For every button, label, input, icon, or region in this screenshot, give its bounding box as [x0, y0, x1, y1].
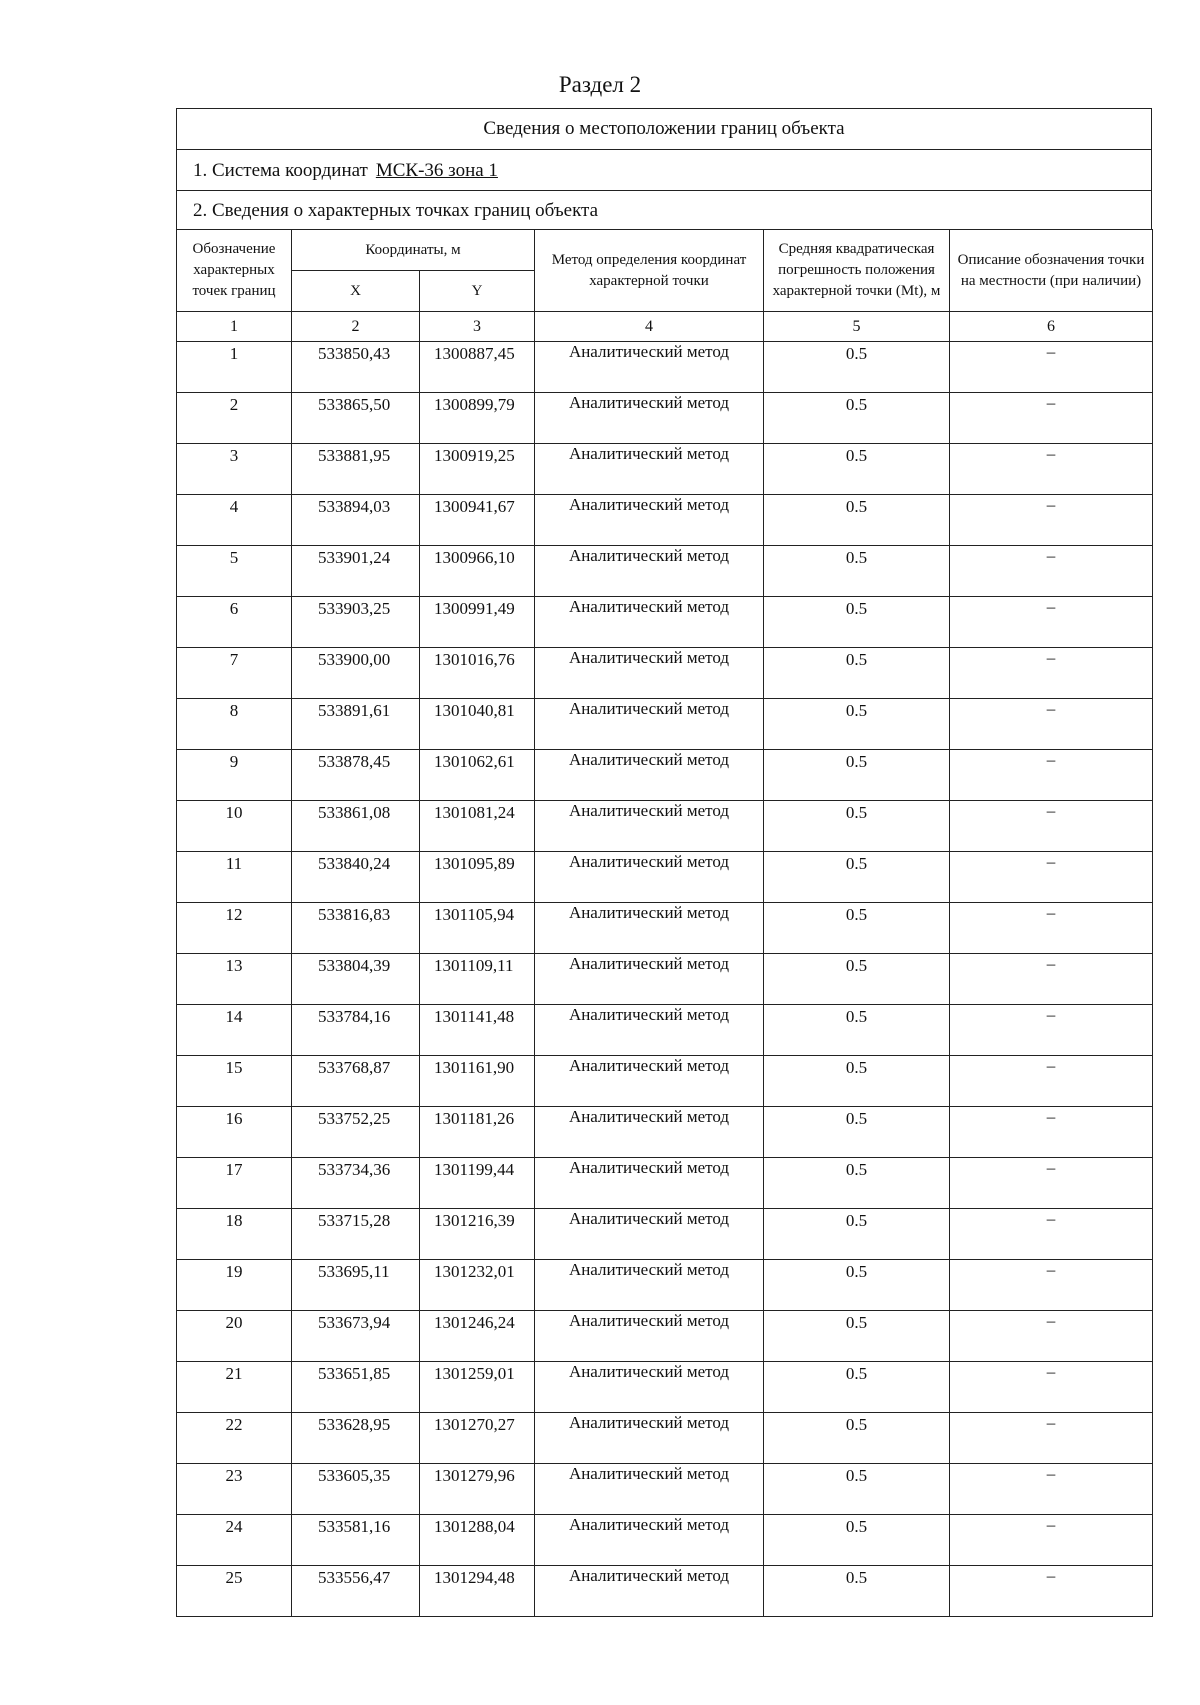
cell-description: – [950, 801, 1153, 852]
cell-x: 533581,16 [292, 1515, 420, 1566]
cell-point: 16 [177, 1107, 292, 1158]
cell-y: 1301105,94 [420, 903, 535, 954]
cell-x: 533903,25 [292, 597, 420, 648]
cell-description: – [950, 1107, 1153, 1158]
cell-x: 533605,35 [292, 1464, 420, 1515]
cell-method: Аналитический метод [535, 1056, 764, 1107]
column-number: 1 [177, 312, 292, 342]
cell-accuracy: 0.5 [764, 699, 950, 750]
cell-description: – [950, 852, 1153, 903]
cell-point: 1 [177, 342, 292, 393]
table-row [177, 1464, 1153, 1515]
cell-point: 14 [177, 1005, 292, 1056]
cell-y: 1301270,27 [420, 1413, 535, 1464]
cell-y: 1300941,67 [420, 495, 535, 546]
cell-point: 12 [177, 903, 292, 954]
cell-description: – [950, 1515, 1153, 1566]
table-row [177, 1209, 1153, 1260]
table-row [177, 342, 1153, 393]
cell-point: 10 [177, 801, 292, 852]
cell-accuracy: 0.5 [764, 1413, 950, 1464]
cell-description: – [950, 1464, 1153, 1515]
cell-description: – [950, 1260, 1153, 1311]
cell-method: Аналитический метод [535, 1005, 764, 1056]
coordinate-system-label: 1. Система координат [193, 160, 368, 181]
cell-accuracy: 0.5 [764, 1311, 950, 1362]
cell-description: – [950, 1158, 1153, 1209]
cell-description: – [950, 1209, 1153, 1260]
cell-y: 1301141,48 [420, 1005, 535, 1056]
column-number: 2 [292, 312, 420, 342]
table-row [177, 1158, 1153, 1209]
cell-method: Аналитический метод [535, 444, 764, 495]
cell-y: 1301259,01 [420, 1362, 535, 1413]
cell-method: Аналитический метод [535, 1260, 764, 1311]
column-number: 6 [950, 312, 1153, 342]
cell-method: Аналитический метод [535, 852, 764, 903]
cell-method: Аналитический метод [535, 903, 764, 954]
cell-point: 15 [177, 1056, 292, 1107]
header-y: Y [420, 271, 535, 312]
header-coordinates: Координаты, м [292, 230, 535, 271]
cell-point: 9 [177, 750, 292, 801]
table-row [177, 1107, 1153, 1158]
cell-accuracy: 0.5 [764, 1515, 950, 1566]
cell-x: 533651,85 [292, 1362, 420, 1413]
cell-description: – [950, 393, 1153, 444]
table-body [177, 342, 1153, 1617]
cell-accuracy: 0.5 [764, 648, 950, 699]
cell-y: 1301161,90 [420, 1056, 535, 1107]
cell-accuracy: 0.5 [764, 495, 950, 546]
cell-accuracy: 0.5 [764, 1158, 950, 1209]
cell-y: 1301288,04 [420, 1515, 535, 1566]
cell-point: 2 [177, 393, 292, 444]
table-row [177, 495, 1153, 546]
cell-x: 533768,87 [292, 1056, 420, 1107]
cell-description: – [950, 1311, 1153, 1362]
cell-x: 533784,16 [292, 1005, 420, 1056]
column-number: 4 [535, 312, 764, 342]
cell-accuracy: 0.5 [764, 1464, 950, 1515]
cell-point: 21 [177, 1362, 292, 1413]
coordinate-system-row [176, 149, 1152, 190]
header-accuracy: Средняя квадратическая погрешность положения характерной точки (Mt), м [764, 230, 950, 312]
cell-point: 13 [177, 954, 292, 1005]
table-row [177, 1005, 1153, 1056]
table-row [177, 903, 1153, 954]
column-number: 3 [420, 312, 535, 342]
cell-accuracy: 0.5 [764, 1209, 950, 1260]
table-row [177, 597, 1153, 648]
cell-accuracy: 0.5 [764, 444, 950, 495]
cell-x: 533861,08 [292, 801, 420, 852]
cell-method: Аналитический метод [535, 1464, 764, 1515]
header-point-designation: Обозначение характерных точек границ [177, 230, 292, 312]
cell-method: Аналитический метод [535, 1107, 764, 1158]
cell-y: 1301109,11 [420, 954, 535, 1005]
section-heading: Раздел 2 [558, 72, 642, 97]
cell-method: Аналитический метод [535, 750, 764, 801]
cell-accuracy: 0.5 [764, 597, 950, 648]
cell-point: 19 [177, 1260, 292, 1311]
cell-point: 24 [177, 1515, 292, 1566]
cell-method: Аналитический метод [535, 393, 764, 444]
header-description: Описание обозначения точки на местности (при наличии) [950, 230, 1153, 312]
cell-y: 1301232,01 [420, 1260, 535, 1311]
cell-x: 533734,36 [292, 1158, 420, 1209]
cell-accuracy: 0.5 [764, 852, 950, 903]
cell-x: 533865,50 [292, 393, 420, 444]
cell-y: 1301199,44 [420, 1158, 535, 1209]
cell-y: 1301062,61 [420, 750, 535, 801]
table-row [177, 1413, 1153, 1464]
cell-accuracy: 0.5 [764, 1362, 950, 1413]
cell-y: 1300899,79 [420, 393, 535, 444]
cell-description: – [950, 750, 1153, 801]
cell-point: 20 [177, 1311, 292, 1362]
cell-method: Аналитический метод [535, 801, 764, 852]
cell-method: Аналитический метод [535, 1158, 764, 1209]
cell-x: 533894,03 [292, 495, 420, 546]
cell-point: 23 [177, 1464, 292, 1515]
cell-accuracy: 0.5 [764, 903, 950, 954]
cell-method: Аналитический метод [535, 495, 764, 546]
cell-point: 8 [177, 699, 292, 750]
cell-description: – [950, 1413, 1153, 1464]
cell-method: Аналитический метод [535, 546, 764, 597]
cell-point: 6 [177, 597, 292, 648]
table-row [177, 954, 1153, 1005]
cell-x: 533715,28 [292, 1209, 420, 1260]
cell-accuracy: 0.5 [764, 1056, 950, 1107]
cell-point: 3 [177, 444, 292, 495]
table-row [177, 1515, 1153, 1566]
table-row [177, 1260, 1153, 1311]
cell-description: – [950, 648, 1153, 699]
column-number-row [177, 312, 1153, 342]
cell-description: – [950, 1005, 1153, 1056]
cell-method: Аналитический метод [535, 954, 764, 1005]
cell-y: 1301040,81 [420, 699, 535, 750]
cell-x: 533850,43 [292, 342, 420, 393]
cell-x: 533840,24 [292, 852, 420, 903]
cell-x: 533673,94 [292, 1311, 420, 1362]
cell-accuracy: 0.5 [764, 1260, 950, 1311]
block-title: Сведения о местоположении границ объекта [176, 108, 1152, 149]
cell-point: 11 [177, 852, 292, 903]
cell-x: 533752,25 [292, 1107, 420, 1158]
cell-x: 533816,83 [292, 903, 420, 954]
cell-accuracy: 0.5 [764, 801, 950, 852]
cell-y: 1300919,25 [420, 444, 535, 495]
cell-x: 533804,39 [292, 954, 420, 1005]
cell-method: Аналитический метод [535, 1413, 764, 1464]
cell-method: Аналитический метод [535, 342, 764, 393]
cell-y: 1301294,48 [420, 1566, 535, 1617]
cell-description: – [950, 597, 1153, 648]
cell-y: 1301095,89 [420, 852, 535, 903]
cell-y: 1300966,10 [420, 546, 535, 597]
table-row [177, 1056, 1153, 1107]
cell-accuracy: 0.5 [764, 1107, 950, 1158]
table-row [177, 1311, 1153, 1362]
header-x: X [292, 271, 420, 312]
table-row [177, 699, 1153, 750]
table-row [177, 393, 1153, 444]
cell-method: Аналитический метод [535, 699, 764, 750]
cell-y: 1301279,96 [420, 1464, 535, 1515]
cell-accuracy: 0.5 [764, 546, 950, 597]
table-row [177, 1566, 1153, 1617]
cell-y: 1301081,24 [420, 801, 535, 852]
coordinate-system-value: МСК-36 зона 1 [375, 160, 498, 181]
cell-accuracy: 0.5 [764, 750, 950, 801]
table-row [177, 1362, 1153, 1413]
cell-accuracy: 0.5 [764, 393, 950, 444]
cell-x: 533628,95 [292, 1413, 420, 1464]
cell-x: 533556,47 [292, 1566, 420, 1617]
cell-x: 533891,61 [292, 699, 420, 750]
cell-accuracy: 0.5 [764, 954, 950, 1005]
cell-method: Аналитический метод [535, 1209, 764, 1260]
cell-description: – [950, 495, 1153, 546]
table-row [177, 750, 1153, 801]
cell-method: Аналитический метод [535, 1515, 764, 1566]
cell-x: 533901,24 [292, 546, 420, 597]
column-number: 5 [764, 312, 950, 342]
cell-accuracy: 0.5 [764, 342, 950, 393]
header-method: Метод определения координат характерной точки [535, 230, 764, 312]
table-row [177, 801, 1153, 852]
cell-point: 18 [177, 1209, 292, 1260]
cell-y: 1300887,45 [420, 342, 535, 393]
cell-description: – [950, 903, 1153, 954]
table-row [177, 444, 1153, 495]
cell-x: 533881,95 [292, 444, 420, 495]
cell-description: – [950, 1362, 1153, 1413]
cell-method: Аналитический метод [535, 648, 764, 699]
cell-description: – [950, 1056, 1153, 1107]
table-row [177, 546, 1153, 597]
cell-y: 1301216,39 [420, 1209, 535, 1260]
cell-point: 25 [177, 1566, 292, 1617]
cell-y: 1301246,24 [420, 1311, 535, 1362]
points-title: 2. Сведения о характерных точках границ объекта [176, 190, 1152, 229]
cell-method: Аналитический метод [535, 1566, 764, 1617]
cell-y: 1301016,76 [420, 648, 535, 699]
cell-y: 1301181,26 [420, 1107, 535, 1158]
cell-method: Аналитический метод [535, 597, 764, 648]
cell-x: 533695,11 [292, 1260, 420, 1311]
cell-method: Аналитический метод [535, 1311, 764, 1362]
boundary-points-table [176, 229, 1153, 1617]
table-row [177, 648, 1153, 699]
cell-method: Аналитический метод [535, 1362, 764, 1413]
cell-y: 1300991,49 [420, 597, 535, 648]
cell-description: – [950, 1566, 1153, 1617]
cell-description: – [950, 954, 1153, 1005]
cell-description: – [950, 444, 1153, 495]
cell-x: 533878,45 [292, 750, 420, 801]
cell-point: 7 [177, 648, 292, 699]
cell-description: – [950, 342, 1153, 393]
cell-point: 22 [177, 1413, 292, 1464]
cell-point: 5 [177, 546, 292, 597]
cell-description: – [950, 546, 1153, 597]
cell-point: 17 [177, 1158, 292, 1209]
cell-point: 4 [177, 495, 292, 546]
boundary-document [176, 108, 1152, 1617]
cell-x: 533900,00 [292, 648, 420, 699]
cell-accuracy: 0.5 [764, 1005, 950, 1056]
table-row [177, 852, 1153, 903]
cell-accuracy: 0.5 [764, 1566, 950, 1617]
cell-description: – [950, 699, 1153, 750]
